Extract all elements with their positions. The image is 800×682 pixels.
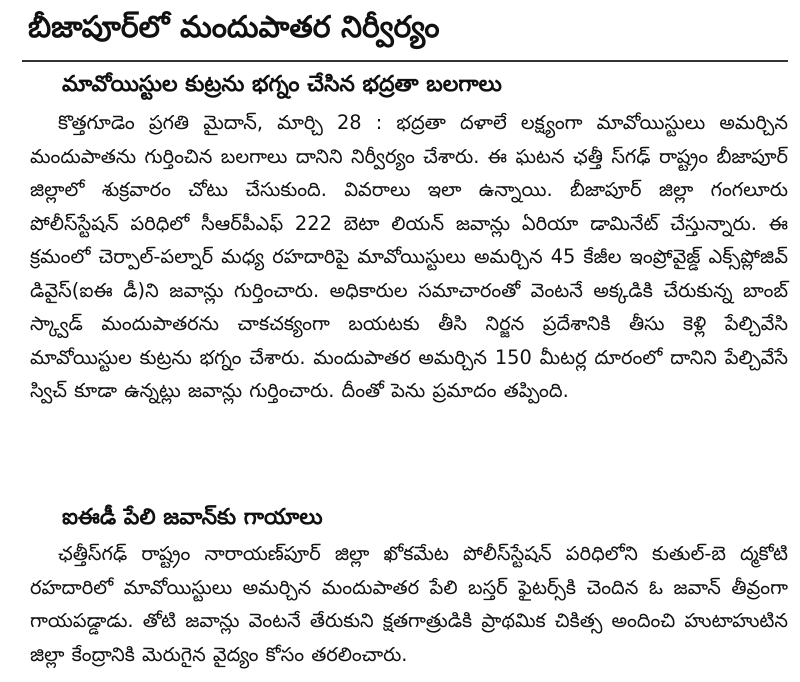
subhead-1: మావోయిస్టుల కుట్రను భగ్నం చేసిన భద్రతా బలగాలు	[62, 72, 502, 97]
headline: బీజాపూర్‌లో మందుపాతర నిర్వీర్యం	[28, 10, 440, 45]
paragraph-2: ఛత్తీస్‌గఢ్ రాష్ట్రం నారాయణ్‌పూర్ జిల్లా ఖోకమేట పోలీస్‌స్టేషన్ పరిధిలోని కుతుల్-బె ద్మకోటి రహదారిలో మావోయిస్టులు అమర్చిన మందుపాతర పేలి బస్తర్ ఫైటర్స్‌కి చెందిన ఓ జవాన్ తీవ్రంగా గాయపడ్డాడు. తోటి జవాన్లు వెంటనే తేరుకుని క్షతగాత్రుడికి ప్రాథమిక చికిత్స అందించి హుటాహుటిన జిల్లా కేంద్రానికి మెరుగైన వైద్యం కోసం తరలించారు.	[30, 542, 788, 666]
subhead-2: ఐఈడీ పేలి జవాన్‌కు గాయాలు	[62, 505, 323, 530]
paragraph-1: కొత్తగూడెం ప్రగతి మైదాన్, మార్చి 28 : భద్రతా దళాలే లక్ష్యంగా మావోయిస్టులు అమర్చిన మందుపాతను గుర్తించిన బలగాలు దానిని నిర్వీర్యం చేశారు. ఈ ఘటన ఛత్తీ స్‌గఢ్ రాష్ట్రం బీజాపూర్ జిల్లాలో శుక్రవారం చోటు చేసుకుంది. వివరాలు ఇలా ఉన్నాయి. బీజాపూర్ జిల్లా గంగలూరు పోలీస్‌స్టేషన్ పరిధిలో సీఆర్‌పీఎఫ్ 222 బెటా లియన్ జవాన్లు ఏరియా డామినేట్ చేస్తున్నారు. ఈ క్రమంలో చెర్పాల్-పల్నార్ మధ్య రహదారిపై మావోయిస్టులు అమర్చిన 45 కేజీల ఇంప్రోవైజ్డ్ ఎక్స్‌ప్లోజివ్ డివైస్(ఐఈ డీ)ని జవాన్లు గుర్తించారు. అధికారుల సమాచారంతో వెంటనే అక్కడికి చేరుకున్న బాంబ్ స్క్వాడ్ మందుపాతరను చాకచక్యంగా బయటకు తీసి నిర్జన ప్రదేశానికి తీసు కెళ్లి పేల్చివేసి మావోయిస్టుల కుట్రను భగ్నం చేశారు. మందుపాతర అమర్చిన 150 మీటర్ల దూరంలో దానిని పేల్చివేసే స్విచ్ కూడా ఉన్నట్లు జవాన్లు గుర్తించారు. దీంతో పెను ప్రమాదం తప్పింది.	[30, 111, 788, 402]
headline-divider	[22, 60, 788, 62]
